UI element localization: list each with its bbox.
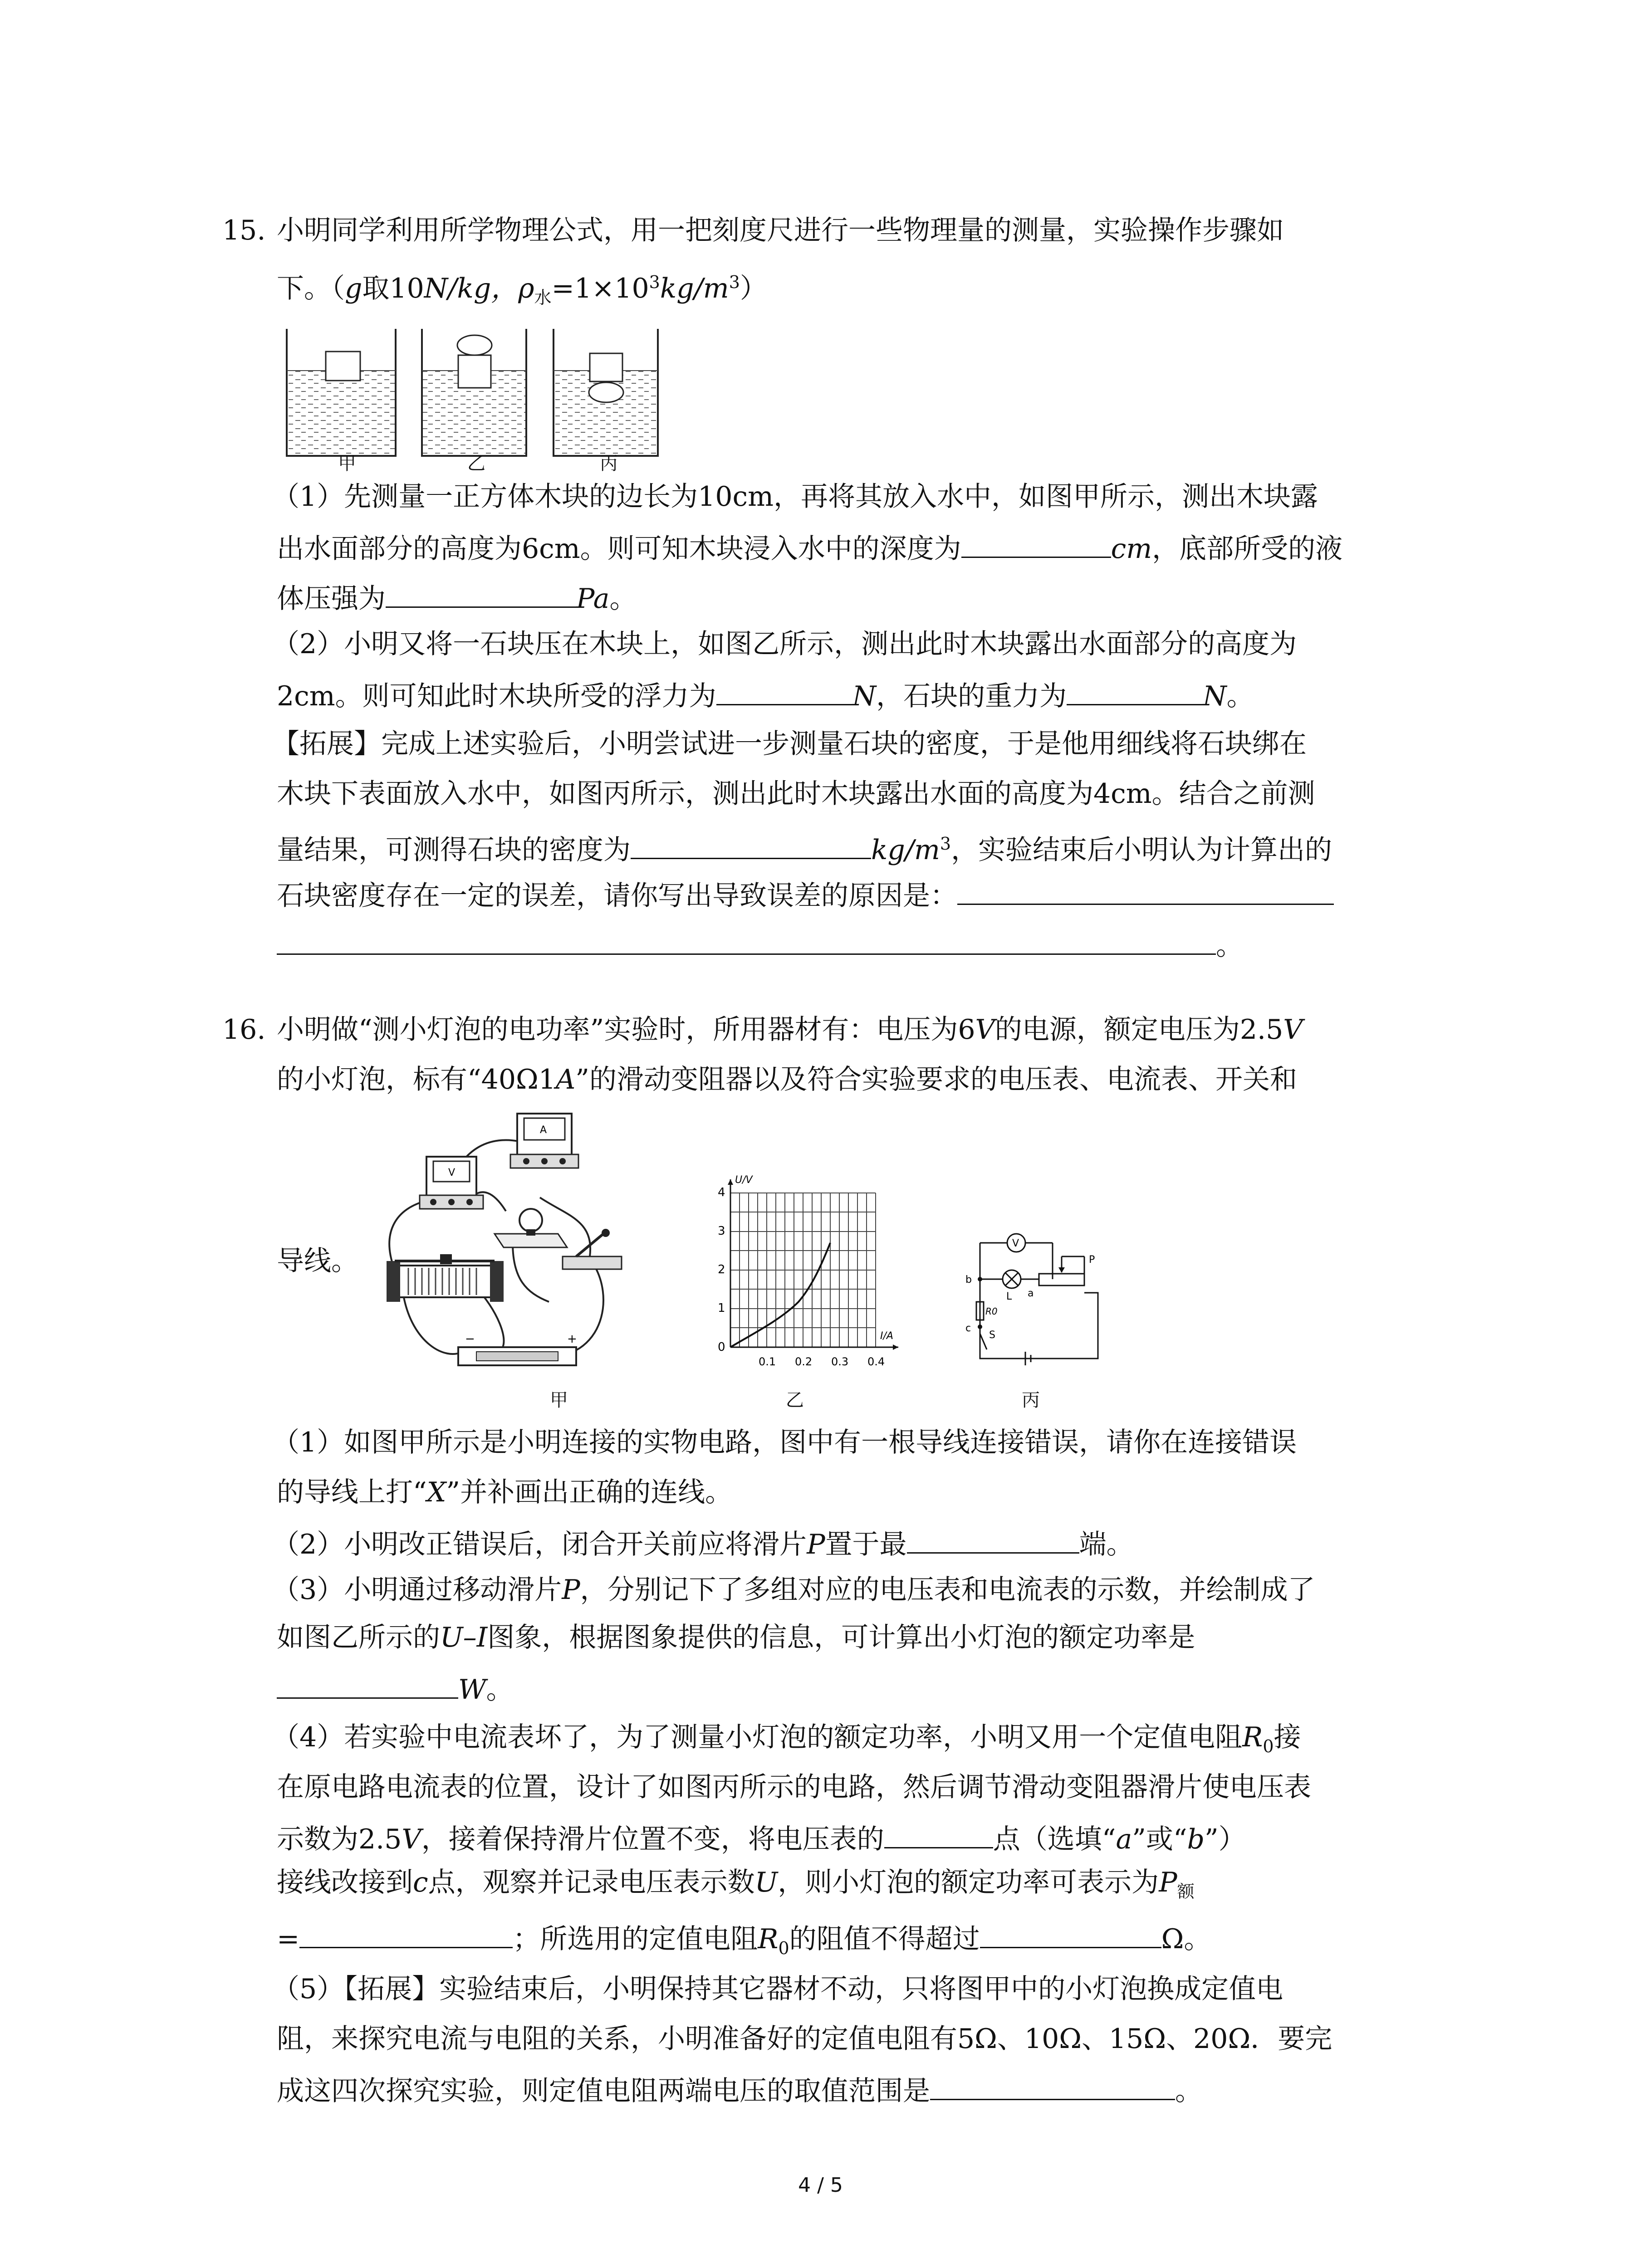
svg-text:P: P — [1089, 1254, 1095, 1266]
q15-extension-line-4: 石块密度存在一定的误差，请你写出导致误差的原因是： — [277, 875, 1334, 914]
svg-text:A: A — [540, 1124, 547, 1136]
ammeter-device — [510, 1114, 578, 1168]
q16-intro-line-1: 小明做“测小灯泡的电功率”实验时，所用器材有：电压为6V的电源，额定电压为2.5V — [277, 1014, 1303, 1046]
graph-u-i-curve — [730, 1243, 830, 1347]
answer-blank[interactable] — [1067, 676, 1203, 705]
graph-x-tick: 0.2 — [795, 1355, 813, 1368]
answer-blank[interactable] — [716, 676, 852, 705]
q16-part5-line-3: 成这四次探究实验，则定值电阻两端电压的取值范围是 。 — [277, 2071, 1202, 2109]
graph-x-axis-label: I/A — [880, 1330, 893, 1342]
light-bulb-device — [495, 1209, 567, 1247]
q16-part3-line-2: 如图乙所示的U–I图象，根据图象提供的信息，可计算出小灯泡的额定功率是 — [277, 1622, 1195, 1653]
q15-part2-line-1: （2）小明又将一石块压在木块上，如图乙所示，测出此时木块露出水面部分的高度为 — [272, 628, 1297, 660]
q16-figure-label-jia: 甲 — [550, 1390, 568, 1411]
graph-grid — [730, 1193, 876, 1347]
q15-part1-line-2: 出水面部分的高度为6cm。则可知木块浸入水中的深度为 cm，底部所受的液 — [277, 528, 1342, 567]
q15-figure-label-bing: 丙 — [600, 453, 618, 474]
voltmeter-device — [420, 1157, 483, 1209]
answer-blank[interactable] — [631, 830, 871, 859]
answer-blank[interactable] — [884, 1819, 993, 1848]
graph-x-tick: 0.4 — [867, 1355, 885, 1368]
q16-intro-line-3: 导线。 — [277, 1245, 358, 1277]
q15-intro-line-2: 下。（g取10N/kg，$\rho_水=1\times 10^3kg/m^3$） — [277, 272, 767, 308]
svg-text:c: c — [965, 1323, 971, 1334]
q16-part4-line-1: （4）若实验中电流表坏了，为了测量小灯泡的额定功率，小明又用一个定值电阻$R_0$接 — [272, 1721, 1301, 1756]
q16-part4-line-5: = ；所选用的定值电阻$R_0$的阻值不得超过 Ω。 — [277, 1919, 1211, 1966]
svg-text:L: L — [1006, 1291, 1012, 1302]
q15-part1-line-3: 体压强为 Pa。 — [277, 578, 637, 617]
q16-part1-line-1: （1）如图甲所示是小明连接的实物电路，图中有一根导线连接错误，请你在连接错误 — [272, 1427, 1297, 1458]
battery-device — [458, 1332, 577, 1365]
q16-part3-line-3: W。 — [277, 1669, 514, 1708]
answer-blank[interactable] — [907, 1524, 1079, 1554]
q16-part4-line-2: 在原电路电流表的位置，设计了如图丙所示的电路，然后调节滑动变阻器滑片使电压表 — [277, 1771, 1311, 1803]
rheostat-device — [387, 1254, 504, 1302]
svg-text:V: V — [1012, 1238, 1019, 1249]
answer-blank[interactable] — [299, 1919, 513, 1948]
q15-intro-line-1: 小明同学利用所学物理公式，用一把刻度尺进行一些物理量的测量，实验操作步骤如 — [277, 215, 1284, 246]
q16-figure-label-yi: 乙 — [786, 1390, 804, 1411]
svg-text:a: a — [1028, 1288, 1034, 1299]
svg-text:R0: R0 — [985, 1306, 998, 1317]
q16-physical-circuit — [377, 1107, 667, 1388]
q16-part5-line-2: 阻，来探究电流与电阻的关系，小明准备好的定值电阻有5Ω、10Ω、15Ω、20Ω．要完 — [277, 2023, 1332, 2055]
q16-part3-line-1: （3）小明通过移动滑片P，分别记下了多组对应的电压表和电流表的示数，并绘制成了 — [272, 1574, 1315, 1606]
q16-intro-line-2: 的小灯泡，标有“40Ω1A”的滑动变阻器以及符合实验要求的电压表、电流表、开关和 — [277, 1064, 1297, 1095]
q16-part4-line-3: 示数为2.5V，接着保持滑片位置不变，将电压表的 点（选填“a”或“b”） — [277, 1819, 1246, 1857]
svg-text:S: S — [989, 1330, 995, 1341]
question-16-number: 16. — [222, 1014, 266, 1046]
graph-y-tick: 3 — [718, 1224, 725, 1238]
q15-extension-line-3: 量结果，可测得石块的密度为 $kg/m^3$，实验结束后小明认为计算出的 — [277, 826, 1332, 868]
q16-part1-line-2: 的导线上打“X”并补画出正确的连线。 — [277, 1476, 733, 1508]
graph-y-tick: 4 — [718, 1186, 725, 1199]
beaker-yi — [422, 329, 526, 456]
svg-text:−: − — [465, 1332, 475, 1346]
q16-part4-line-4: 接线改接到c点，观察并记录电压表示数U，则小灯泡的额定功率可表示为$P_额$ — [277, 1867, 1195, 1901]
page-number: 4 / 5 — [798, 2174, 843, 2197]
answer-blank[interactable] — [957, 875, 1334, 905]
answer-blank[interactable] — [277, 1669, 458, 1699]
switch-device — [563, 1229, 622, 1269]
graph-y-tick: 1 — [718, 1301, 725, 1315]
graph-y-tick: 2 — [718, 1263, 725, 1276]
q16-part2-line: （2）小明改正错误后，闭合开关前应将滑片P置于最 端。 — [272, 1524, 1134, 1563]
q15-part1-line-1: （1）先测量一正方体木块的边长为10cm，再将其放入水中，如图甲所示，测出木块露 — [272, 481, 1318, 513]
q16-figure-label-bing: 丙 — [1022, 1390, 1040, 1411]
q15-extension-line-2: 木块下表面放入水中，如图丙所示，测出此时木块露出水面的高度为4cm。结合之前测 — [277, 778, 1315, 810]
answer-blank[interactable] — [961, 528, 1111, 558]
graph-x-tick: 0.3 — [831, 1355, 849, 1368]
question-15-number: 15. — [222, 215, 266, 246]
answer-blank[interactable] — [930, 2071, 1175, 2100]
graph-y-axis-label: U/V — [735, 1174, 753, 1186]
answer-blank[interactable] — [386, 578, 576, 608]
q15-figure-label-jia: 甲 — [338, 453, 356, 474]
q15-part2-line-2: 2cm。则可知此时木块所受的浮力为 N，石块的重力为 N。 — [277, 676, 1254, 714]
q16-part5-line-1: （5）【拓展】实验结束后，小明保持其它器材不动，只将图甲中的小灯泡换成定值电 — [272, 1973, 1283, 2005]
answer-blank[interactable] — [980, 1919, 1161, 1948]
q15-extension-line-1: 【拓展】完成上述实验后，小明尝试进一步测量石块的密度，于是他用细线将石块绑在 — [272, 728, 1307, 760]
graph-x-tick: 0.1 — [759, 1355, 776, 1368]
q15-figure-label-yi: 乙 — [467, 453, 485, 474]
q15-extension-line-5: 。 — [277, 925, 1243, 964]
q16-circuit-diagram — [953, 1225, 1116, 1370]
svg-text:b: b — [965, 1274, 972, 1286]
q16-ui-graph — [708, 1170, 916, 1379]
beaker-jia — [287, 329, 396, 456]
answer-blank[interactable] — [277, 925, 1216, 955]
svg-text:V: V — [448, 1167, 456, 1178]
beaker-bing — [554, 329, 658, 456]
svg-text:+: + — [567, 1332, 577, 1346]
graph-y-tick: 0 — [718, 1340, 725, 1354]
